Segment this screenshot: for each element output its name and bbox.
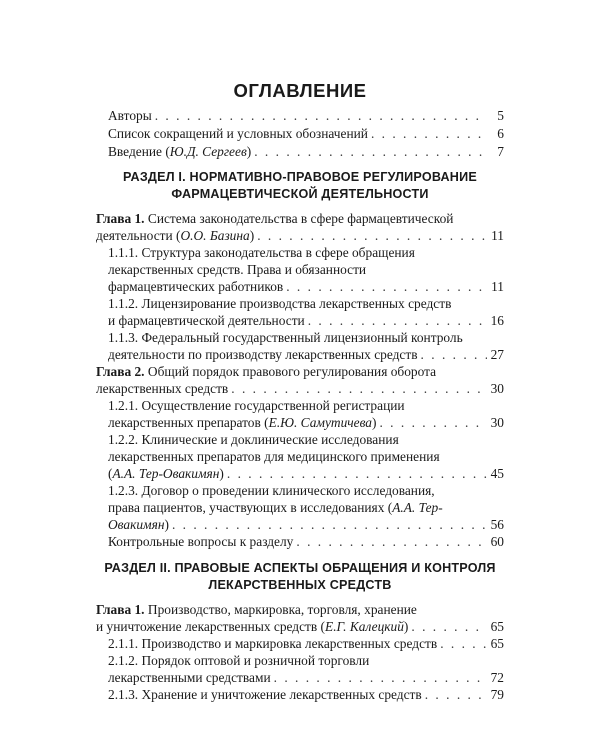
subsection-1-2-2-line1[interactable]: 1.2.2. Клинические и доклинические исследования xyxy=(108,432,399,447)
dot-leader xyxy=(227,465,487,482)
dot-leader xyxy=(371,125,487,142)
toc-entry-introduction[interactable]: Введение (Ю.Д. Сергеев) . . . 7 xyxy=(108,143,504,160)
page-number: 30 xyxy=(490,415,504,430)
section-heading-1: РАЗДЕЛ I. НОРМАТИВНО-ПРАВОВОЕ РЕГУЛИРОВАНИЕ ФАРМАЦЕВТИЧЕСКОЙ ДЕЯТЕЛЬНОСТИ xyxy=(123,170,477,201)
dot-leader xyxy=(274,669,487,686)
dot-leader xyxy=(155,107,487,124)
subsection-1-2-2-line3[interactable]: (А.А. Тер-Овакимян) . . . 45 xyxy=(108,465,504,482)
page-number: 27 xyxy=(490,347,504,362)
page-number: 65 xyxy=(490,636,504,651)
subsection-1-1-1-line1[interactable]: 1.1.1. Структура законодательства в сфере обращения xyxy=(108,245,415,260)
dot-leader xyxy=(254,143,487,160)
author-name: Е.Ю. Самутичева xyxy=(268,415,373,430)
author-name: Ю.Д. Сергеев xyxy=(169,144,247,159)
subsection-1-1-3-line1[interactable]: 1.1.3. Федеральный государственный лицензионный контроль xyxy=(108,330,463,345)
author-name: Овакимян xyxy=(108,517,165,532)
dot-leader xyxy=(425,686,487,703)
chapter-2-title-line1[interactable]: Глава 2. Общий порядок правового регулирования оборота xyxy=(96,364,437,379)
page-number: 11 xyxy=(491,279,504,294)
page-number: 6 xyxy=(497,126,504,141)
subsection-2-1-2-line2[interactable]: лекарственными средствами . . . 72 xyxy=(108,669,504,686)
page-number: 16 xyxy=(490,313,504,328)
dot-leader xyxy=(286,278,487,295)
dot-leader xyxy=(379,414,487,431)
chapter-label: Глава 2. xyxy=(96,364,145,379)
chapter-2-title-line2[interactable]: лекарственных средств . . . 30 xyxy=(96,380,504,397)
dot-leader xyxy=(421,346,487,363)
subsection-1-2-1-line2[interactable]: лекарственных препаратов (Е.Ю. Самутичева) . . . 30 xyxy=(108,414,504,431)
dot-leader xyxy=(296,533,487,550)
page-number: 11 xyxy=(491,228,504,243)
chapter-2-1-title-line2[interactable]: и уничтожение лекарственных средств (Е.Г. Калецкий) . . . 65 xyxy=(96,618,504,635)
page-number: 65 xyxy=(490,619,504,634)
subsection-2-1-2-line1[interactable]: 2.1.2. Порядок оптовой и розничной торговли xyxy=(108,653,370,668)
subsection-1-1-2-line1[interactable]: 1.1.2. Лицензирование производства лекарственных средств xyxy=(108,296,452,311)
dot-leader xyxy=(411,618,487,635)
page-number: 45 xyxy=(490,466,504,481)
subsection-1-2-3-line3[interactable]: Овакимян) . . . 56 xyxy=(108,516,504,533)
subsection-1-2-1-line1[interactable]: 1.2.1. Осуществление государственной регистрации xyxy=(108,398,405,413)
chapter-1-title-line1[interactable]: Глава 1. Система законодательства в сфере фармацевтической xyxy=(96,211,454,226)
subsection-1-1-1-line2[interactable]: лекарственных средств. Права и обязанности xyxy=(108,262,367,277)
page-number: 79 xyxy=(490,687,504,702)
page-number: 60 xyxy=(490,534,504,549)
subsection-2-1-3[interactable]: 2.1.3. Хранение и уничтожение лекарственных средств . . . 79 xyxy=(108,686,504,703)
section-heading-2: РАЗДЕЛ II. ПРАВОВЫЕ АСПЕКТЫ ОБРАЩЕНИЯ И КОНТРОЛЯ ЛЕКАРСТВЕННЫХ СРЕДСТВ xyxy=(104,561,496,592)
author-name: Е.Г. Калецкий xyxy=(325,619,404,634)
dot-leader xyxy=(257,227,487,244)
page-number: 30 xyxy=(490,381,504,396)
subsection-1-1-3-line2[interactable]: деятельности по производству лекарственных средств . . . 27 xyxy=(108,346,504,363)
chapter-1-title-line2[interactable]: деятельности (О.О. Базина) . . . 11 xyxy=(96,227,504,244)
toc-entry-authors[interactable]: Авторы . . . 5 xyxy=(108,107,504,124)
subsection-1-2-2-line2[interactable]: лекарственных препаратов для медицинского применения xyxy=(108,449,440,464)
page-number: 5 xyxy=(497,108,504,123)
author-name: А.А. Тер-Овакимян xyxy=(112,466,220,481)
subsection-1-1-2-line2[interactable]: и фармацевтической деятельности . . . 16 xyxy=(108,312,504,329)
toc-entry-abbreviations[interactable]: Список сокращений и условных обозначений . . . 6 xyxy=(108,125,504,142)
dot-leader xyxy=(440,635,487,652)
dot-leader xyxy=(231,380,487,397)
toc-entry-review-questions[interactable]: Контрольные вопросы к разделу . . . 60 xyxy=(108,533,504,550)
page-number: 72 xyxy=(490,670,504,685)
dot-leader xyxy=(172,516,487,533)
author-name: О.О. Базина xyxy=(180,228,250,243)
subsection-1-2-3-line1[interactable]: 1.2.3. Договор о проведении клинического исследования, xyxy=(108,483,435,498)
page-number: 7 xyxy=(497,144,504,159)
dot-leader xyxy=(308,312,487,329)
subsection-1-1-1-line3[interactable]: фармацевтических работников . . . 11 xyxy=(108,278,504,295)
page-number: 56 xyxy=(490,517,504,532)
subsection-2-1-1[interactable]: 2.1.1. Производство и маркировка лекарственных средств . . . 65 xyxy=(108,635,504,652)
author-name: А.А. Тер- xyxy=(392,500,443,515)
chapter-2-1-title-line1[interactable]: Глава 1. Производство, маркировка, торговля, хранение xyxy=(96,602,417,617)
chapter-label: Глава 1. xyxy=(96,211,145,226)
subsection-1-2-3-line2[interactable]: права пациентов, участвующих в исследованиях (А.А. Тер- xyxy=(108,500,443,515)
chapter-label: Глава 1. xyxy=(96,602,145,617)
page-title: ОГЛАВЛЕНИЕ xyxy=(233,80,367,101)
